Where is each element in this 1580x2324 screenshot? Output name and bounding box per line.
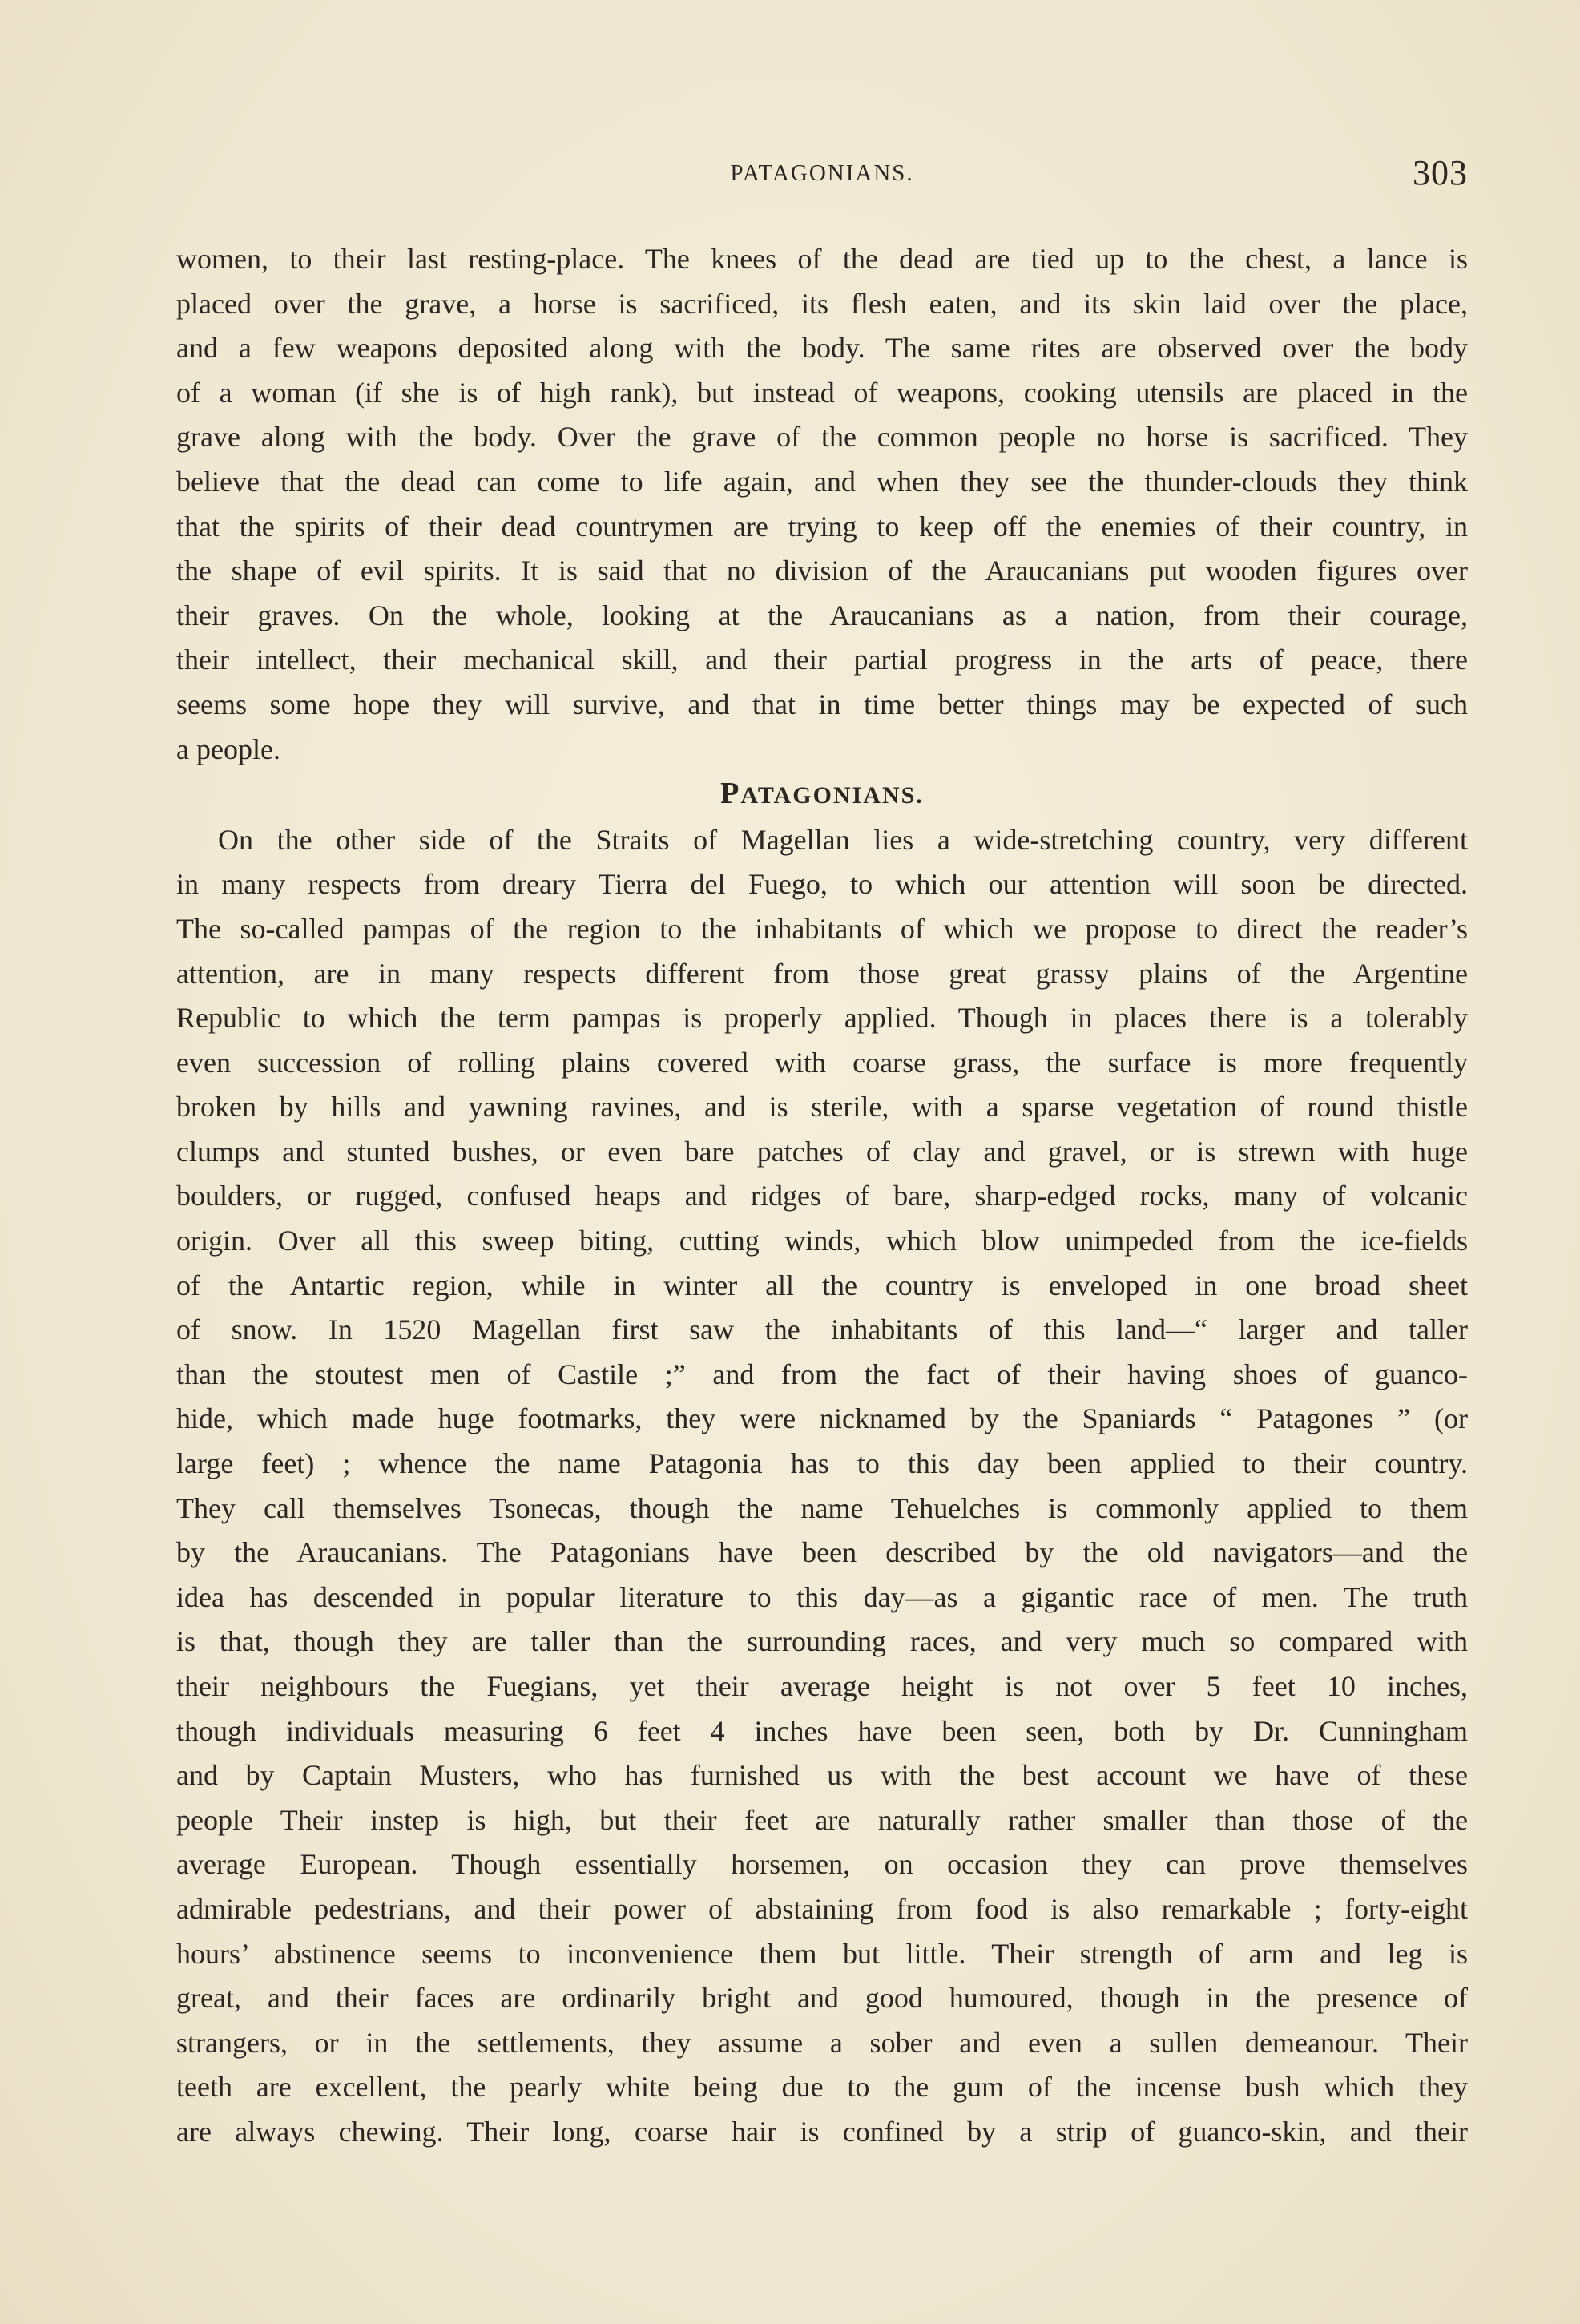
text-line: believe that the dead can come to life again, and when they see the thunder-clouds they think xyxy=(176,465,1468,498)
text-line: broken by hills and yawning ravines, and is sterile, with a sparse vegetation of round thistle xyxy=(176,1091,1468,1124)
text-line: admirable pedestrians, and their power of abstaining from food is also remarkable ; forty-eight xyxy=(176,1892,1468,1925)
text-line: clumps and stunted bushes, or even bare patches of clay and gravel, or is strewn with huge xyxy=(176,1135,1468,1168)
text-line: their neighbours the Fuegians, yet their average height is not over 5 feet 10 inches, xyxy=(176,1670,1468,1702)
text-line: On the other side of the Straits of Magellan lies a wide-stretching country, very different xyxy=(218,823,1468,856)
text-line: in many respects from dreary Tierra del Fuego, to which our attention will soon be directed. xyxy=(176,868,1468,901)
paragraph-araucanians-burial xyxy=(176,237,1468,772)
text-line: seems some hope they will survive, and that in time better things may be expected of such xyxy=(176,688,1468,720)
section-heading xyxy=(176,772,1468,818)
text-line: of the Antartic region, while in winter all the country is enveloped in one broad sheet xyxy=(176,1269,1468,1301)
text-line: and by Captain Musters, who has furnished us with the best account we have of these xyxy=(176,1759,1468,1792)
text-line: origin. Over all this sweep biting, cutting winds, which blow unimpeded from the ice-fields xyxy=(176,1225,1468,1257)
section-heading-rest: ATAGONIANS. xyxy=(740,782,924,809)
text-line: are always chewing. Their long, coarse hair is confined by a strip of guanco-skin, and their xyxy=(176,2115,1468,2148)
text-line: strangers, or in the settlements, they assume a sober and even a sullen demeanour. Their xyxy=(176,2026,1468,2059)
text-line: grave along with the body. Over the grave of the common people no horse is sacrificed. They xyxy=(176,421,1468,454)
text-line: by the Araucanians. The Patagonians have been described by the old navigators—and the xyxy=(176,1536,1468,1569)
text-line: a people. xyxy=(176,732,280,765)
text-line: that the spirits of their dead countrymen are trying to keep off the enemies of their country, in xyxy=(176,510,1468,543)
text-line: They call themselves Tsonecas, though the name Tehuelches is commonly applied to them xyxy=(176,1491,1468,1524)
text-line: women, to their last resting-place. The knees of the dead are tied up to the chest, a lance is xyxy=(176,243,1468,275)
text-line: great, and their faces are ordinarily bright and good humoured, though in the presence of xyxy=(176,1982,1468,2015)
text-line: even succession of rolling plains covered with coarse grass, the surface is more frequently xyxy=(176,1046,1468,1079)
text-line: attention, are in many respects different from those great grassy plains of the Argentine xyxy=(176,957,1468,990)
body-text xyxy=(176,237,1468,2155)
text-line: large feet) ; whence the name Patagonia has to this day been applied to their country. xyxy=(176,1447,1468,1480)
text-line: people Their instep is high, but their feet are naturally rather smaller than those of the xyxy=(176,1803,1468,1836)
text-line: boulders, or rugged, confused heaps and ridges of bare, sharp-edged rocks, many of volcanic xyxy=(176,1180,1468,1212)
text-line: their graves. On the whole, looking at the Araucanians as a nation, from their courage, xyxy=(176,599,1468,631)
text-line: idea has descended in popular literature to this day—as a gigantic race of men. The truth xyxy=(176,1580,1468,1613)
text-line: though individuals measuring 6 feet 4 inches have been seen, both by Dr. Cunningham xyxy=(176,1714,1468,1747)
text-line: average European. Though essentially horsemen, on occasion they can prove themselves xyxy=(176,1848,1468,1881)
text-line: and a few weapons deposited along with the body. The same rites are observed over the body xyxy=(176,332,1468,365)
text-line: of a woman (if she is of high rank), but instead of weapons, cooking utensils are placed in the xyxy=(176,376,1468,409)
text-line: Republic to which the term pampas is properly applied. Though in places there is a tolerably xyxy=(176,1002,1468,1035)
section-heading-initial: P xyxy=(720,777,741,811)
text-line: teeth are excellent, the pearly white being due to the gum of the incense bush which they xyxy=(176,2071,1468,2104)
paragraph-patagonians xyxy=(176,818,1468,2155)
running-head: PATAGONIANS. xyxy=(730,160,914,186)
text-line: hide, which made huge footmarks, they were nicknamed by the Spaniards “ Patagones ” (or xyxy=(176,1402,1468,1435)
text-line: is that, though they are taller than the surrounding races, and very much so compared with xyxy=(176,1625,1468,1658)
text-line: placed over the grave, a horse is sacrificed, its flesh eaten, and its skin laid over the place, xyxy=(176,287,1468,320)
text-line: their intellect, their mechanical skill, and their partial progress in the arts of peace, there xyxy=(176,644,1468,676)
text-line: the shape of evil spirits. It is said that no division of the Araucanians put wooden figures over xyxy=(176,555,1468,587)
text-line: of snow. In 1520 Magellan first saw the inhabitants of this land—“ larger and taller xyxy=(176,1313,1468,1346)
text-line: The so-called pampas of the region to the inhabitants of which we propose to direct the reader’s xyxy=(176,912,1468,945)
page-number: 303 xyxy=(1413,153,1468,192)
page-header xyxy=(176,152,1468,200)
text-line: than the stoutest men of Castile ;” and from the fact of their having shoes of guanco- xyxy=(176,1358,1468,1390)
text-line: hours’ abstinence seems to inconvenience them but little. Their strength of arm and leg is xyxy=(176,1937,1468,1970)
